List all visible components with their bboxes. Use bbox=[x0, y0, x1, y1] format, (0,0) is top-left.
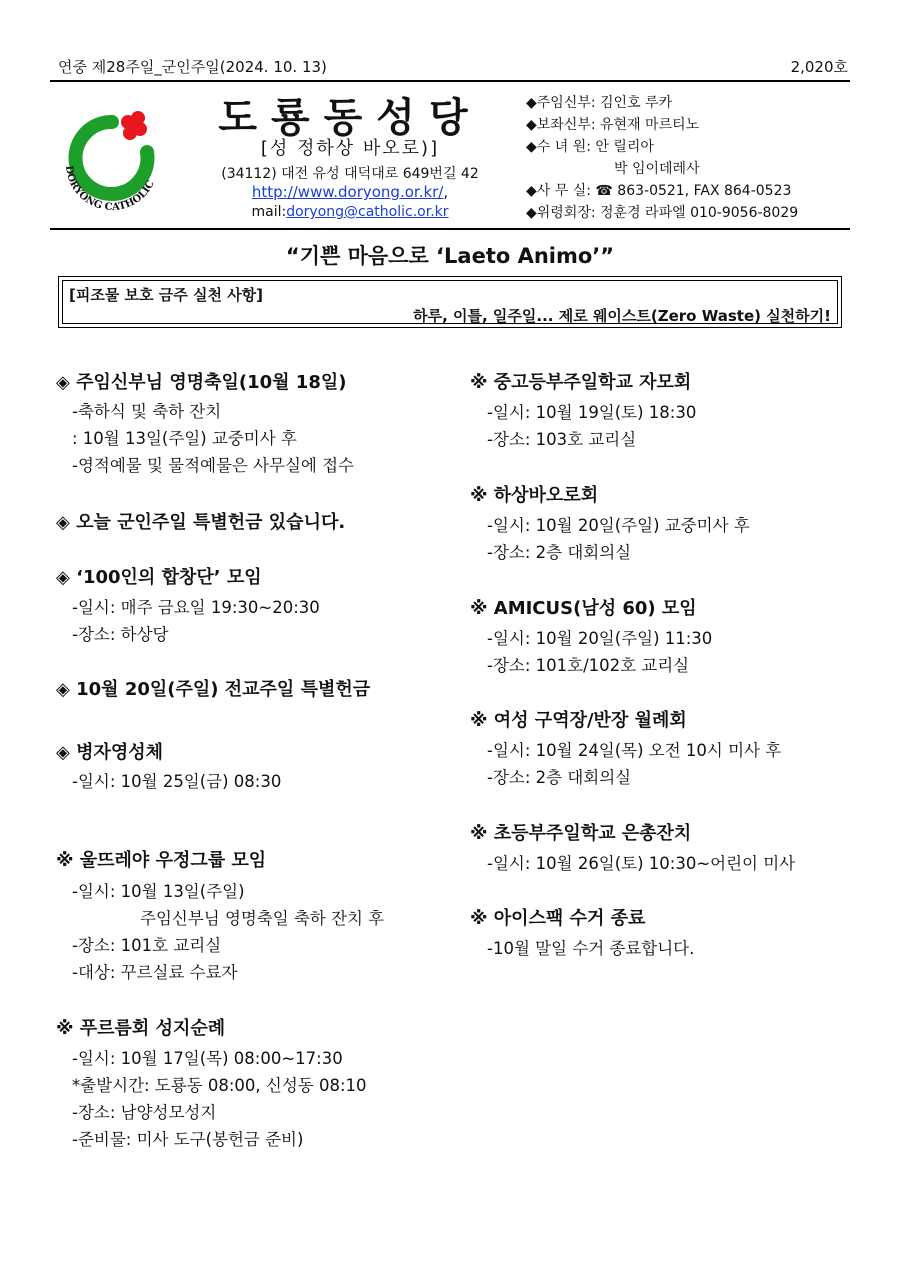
section-line: -일시: 10월 17일(목) 08:00~17:30 bbox=[72, 1049, 343, 1068]
section-heading: ※ 하상바오로회 bbox=[470, 485, 599, 506]
notice-box bbox=[58, 276, 842, 328]
mail-line bbox=[200, 204, 500, 220]
issue-line: 연중 제28주일_군인주일(2024. 10. 13) bbox=[58, 58, 327, 76]
section-line: -일시: 10월 20일(주일) 교중미사 후 bbox=[487, 516, 750, 535]
section-line: -영적예물 및 물적예물은 사무실에 접수 bbox=[72, 456, 354, 475]
parish-patron: [성 정하상 바오로)] bbox=[260, 138, 440, 159]
section-line: : 10월 13일(주일) 교중미사 후 bbox=[72, 429, 297, 448]
section-line: -일시: 10월 19일(토) 18:30 bbox=[487, 403, 697, 422]
section-line: -장소: 2층 대회의실 bbox=[487, 768, 632, 787]
section-line: -일시: 10월 26일(토) 10:30~어린이 미사 bbox=[487, 854, 796, 873]
section-line: -장소: 101호/102호 교리실 bbox=[487, 656, 690, 675]
mail-link[interactable]: doryong@catholic.or.kr bbox=[286, 204, 449, 220]
section-line: 주임신부님 영명축일 축하 잔치 후 bbox=[140, 909, 385, 928]
section-line: -장소: 하상당 bbox=[72, 625, 169, 644]
notice-title: [피조물 보호 금주 실천 사항] bbox=[69, 286, 263, 304]
staff-assistant: ◆보좌신부: 유현재 마르티노 bbox=[526, 117, 700, 133]
parish-title: 도룡동성당 bbox=[218, 95, 482, 141]
section-heading: ※ 초등부주일학교 은총잔치 bbox=[470, 823, 692, 844]
section-heading: ※ 여성 구역장/반장 월례회 bbox=[470, 710, 687, 731]
section-heading: ※ 아이스팩 수거 종료 bbox=[470, 908, 646, 929]
section-line: -10월 말일 수거 종료합니다. bbox=[487, 939, 695, 958]
section-line: -일시: 10월 25일(금) 08:30 bbox=[72, 772, 282, 791]
section-heading: ※ 울뜨레야 우정그룹 모임 bbox=[56, 850, 267, 871]
slogan: “기쁜 마음으로 ‘Laeto Animo’” bbox=[285, 244, 615, 268]
parish-logo bbox=[52, 100, 172, 220]
section-line: -일시: 10월 24일(목) 오전 10시 미사 후 bbox=[487, 741, 782, 760]
staff-funeral: ◆위령회장: 정훈경 라파엘 010-9056-8029 bbox=[526, 205, 799, 221]
section-line: -축하식 및 축하 잔치 bbox=[72, 402, 222, 421]
section-heading: ◈ 오늘 군인주일 특별헌금 있습니다. bbox=[56, 512, 346, 533]
website-line bbox=[200, 183, 500, 201]
website-link[interactable]: http://www.doryong.or.kr/ bbox=[251, 183, 444, 201]
section-line: -일시: 10월 13일(주일) bbox=[72, 882, 245, 901]
section-line: -대상: 꾸르실료 수료자 bbox=[72, 963, 238, 982]
section-line: -일시: 10월 20일(주일) 11:30 bbox=[487, 629, 713, 648]
staff-office: ◆사 무 실: ☎ 863-0521, FAX 864-0523 bbox=[526, 183, 792, 199]
section-heading: ※ 푸르름회 성지순례 bbox=[56, 1018, 226, 1039]
header-bottom-rule bbox=[50, 228, 850, 230]
section-heading: ※ AMICUS(남성 60) 모임 bbox=[470, 598, 697, 619]
logo-text: DORYONG CATHOLIC bbox=[62, 164, 157, 214]
section-line: -장소: 남양성모성지 bbox=[72, 1103, 217, 1122]
section-heading: ◈ 병자영성체 bbox=[56, 742, 164, 763]
issue-number: 2,020호 bbox=[790, 58, 848, 76]
section-line: *출발시간: 도룡동 08:00, 신성동 08:10 bbox=[72, 1076, 367, 1095]
mail-label: mail: bbox=[251, 204, 287, 220]
section-line: -장소: 103호 교리실 bbox=[487, 430, 637, 449]
notice-text: 하루, 이틀, 일주일... 제로 웨이스트(Zero Waste) 실천하기! bbox=[413, 307, 831, 325]
website-suffix: , bbox=[443, 183, 449, 201]
header-top-rule bbox=[50, 80, 850, 82]
section-heading: ※ 중고등부주일학교 자모회 bbox=[470, 372, 692, 393]
section-heading: ◈ 주임신부님 영명축일(10월 18일) bbox=[56, 372, 347, 393]
section-line: -일시: 매주 금요일 19:30~20:30 bbox=[72, 598, 320, 617]
section-line: -장소: 101호 교리실 bbox=[72, 936, 222, 955]
section-line: -준비물: 미사 도구(봉헌금 준비) bbox=[72, 1130, 304, 1149]
staff-convent-2: 박 임이데레사 bbox=[614, 161, 700, 177]
parish-address: (34112) 대전 유성 대덕대로 649번길 42 bbox=[221, 166, 479, 182]
section-heading: ◈ 10월 20일(주일) 전교주일 특별헌금 bbox=[56, 679, 371, 700]
section-heading: ◈ ‘100인의 합창단’ 모임 bbox=[56, 567, 262, 588]
section-line: -장소: 2층 대회의실 bbox=[487, 543, 632, 562]
staff-pastor: ◆주임신부: 김인호 루카 bbox=[526, 95, 673, 111]
staff-convent: ◆수 녀 원: 안 릴리아 bbox=[526, 139, 654, 155]
